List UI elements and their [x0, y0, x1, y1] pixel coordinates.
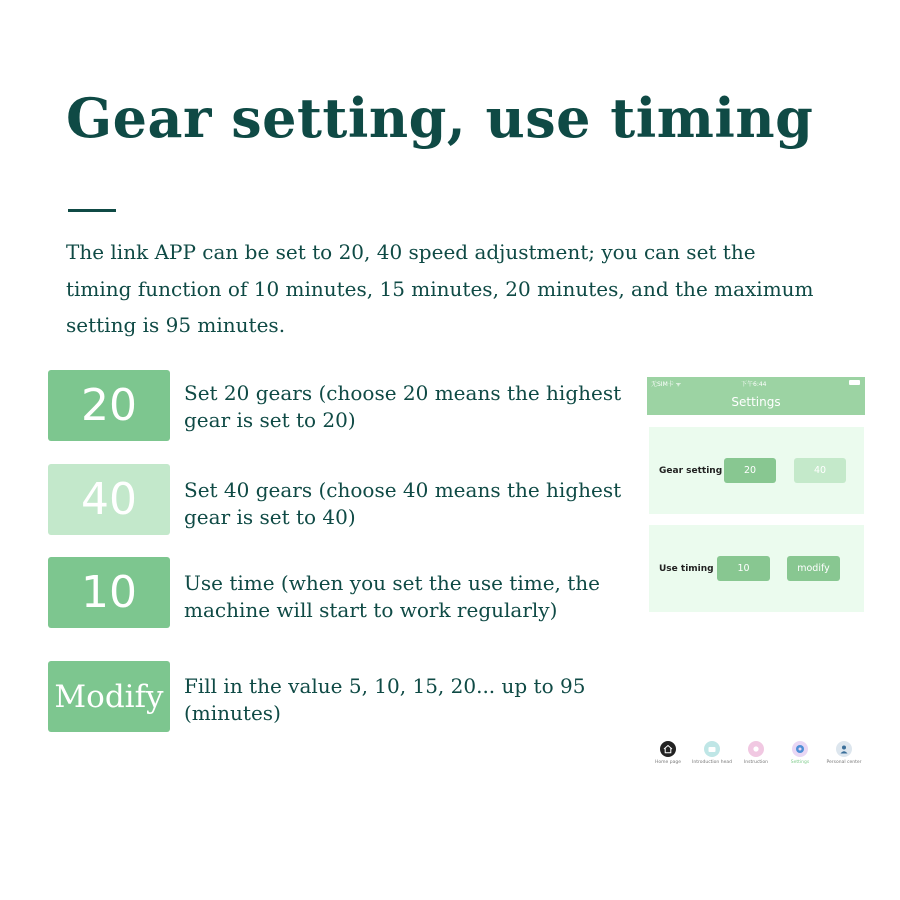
- timing-modify-button[interactable]: modify: [787, 556, 840, 581]
- home-icon: [660, 741, 676, 757]
- head-icon: [704, 741, 720, 757]
- gear-setting-card: [649, 427, 864, 514]
- use-timing-card: [649, 525, 864, 612]
- tab-introduction-head[interactable]: [688, 741, 736, 765]
- battery-icon: [849, 380, 860, 385]
- tab-label: Instruction: [743, 760, 769, 765]
- tab-bar: [647, 741, 865, 769]
- tab-label: Home page: [655, 760, 681, 765]
- instruction-icon: [748, 741, 764, 757]
- gear-40-button[interactable]: 40: [48, 464, 170, 535]
- status-carrier: 无SIM卡 ᯤ: [651, 381, 682, 388]
- gear-40-option[interactable]: 40: [794, 458, 846, 483]
- modify-description: Fill in the value 5, 10, 15, 20... up to 95 (minutes): [184, 674, 586, 725]
- phone-header: [647, 377, 865, 415]
- use-time-button[interactable]: 10: [48, 557, 170, 628]
- phone-screenshot: [647, 377, 865, 769]
- tab-personal-center[interactable]: [820, 741, 868, 765]
- timing-value-field[interactable]: 10: [717, 556, 770, 581]
- use-timing-label: Use timing: [659, 564, 714, 574]
- tab-instruction[interactable]: [732, 741, 780, 765]
- tab-label: Personal center: [826, 760, 862, 765]
- tab-settings[interactable]: [776, 741, 824, 765]
- settings-icon: [792, 741, 808, 757]
- person-icon: [836, 741, 852, 757]
- gear-20-description: Set 20 gears (choose 20 means the highest gear is set to 20): [184, 381, 622, 432]
- settings-title: Settings: [731, 395, 781, 409]
- tab-label: Introduction head: [692, 760, 732, 765]
- gear-setting-label: Gear setting: [659, 466, 723, 476]
- modify-button[interactable]: Modify: [48, 661, 170, 732]
- tab-home-page[interactable]: [644, 741, 692, 765]
- tab-label: Settings: [790, 760, 810, 765]
- page-title: Gear setting, use timing: [66, 86, 814, 150]
- gear-20-button[interactable]: 20: [48, 370, 170, 441]
- title-divider: [68, 209, 116, 212]
- intro-paragraph: The link APP can be set to 20, 40 speed adjustment; you can set the timing function of 10 minutes, 15 minutes, 20 minutes, and the maximum setting is 95 minutes.: [66, 240, 814, 337]
- status-time: 下午6:44: [741, 381, 767, 388]
- use-time-description: Use time (when you set the use time, the machine will start to work regularly): [184, 571, 601, 622]
- gear-40-description: Set 40 gears (choose 40 means the highest gear is set to 40): [184, 478, 622, 529]
- gear-20-option[interactable]: 20: [724, 458, 776, 483]
